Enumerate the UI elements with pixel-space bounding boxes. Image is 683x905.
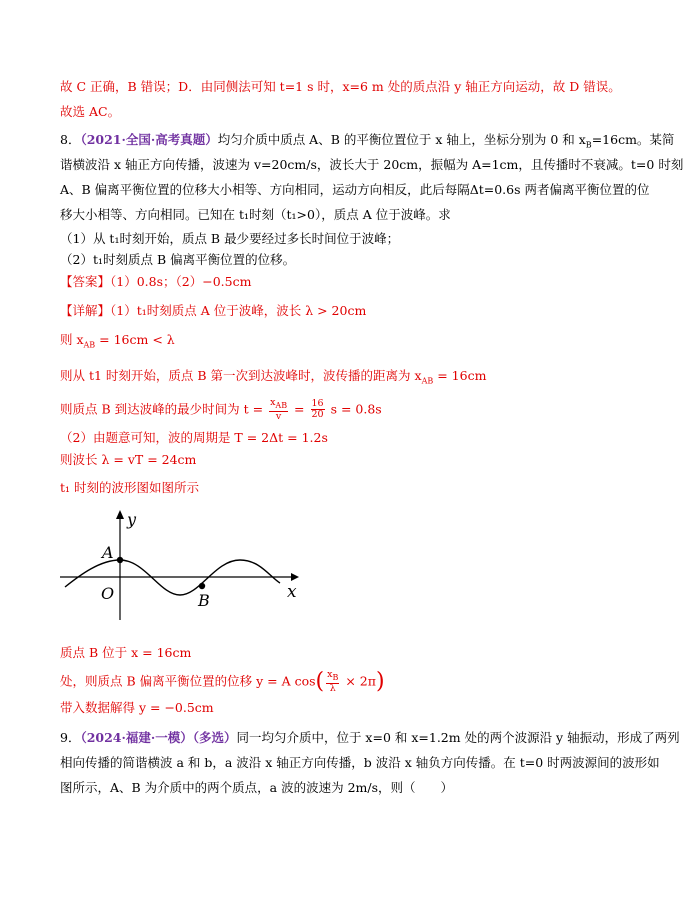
solution-choose-ac: 故选 AC。 [60,104,121,119]
q8-text1-end: =16cm。某简 [591,132,675,147]
detail-line1 [60,303,366,319]
label-x: x [287,582,297,602]
detail-line4 [60,398,382,422]
q9-line1 [60,730,680,746]
detail-text1: （1）t₁时刻质点 A 位于波峰，波长 λ > 20cm [110,303,367,318]
q8-line2: 谐横波沿 x 轴正方向传播，波速为 v=20cm/s，波长大于 20cm，振幅为 A=1cm，且传播时不衰减。t=0 时刻 [60,157,683,172]
label-y: y [127,510,137,529]
detail-line5: （2）由题意可知，波的周期是 T = 2Δt = 1.2s [60,430,328,445]
solution-line-c-d: 故 C 正确，B 错误；D．由同侧法可知 t=1 s 时，x=6 m 处的质点沿 y 轴正方向运动，故 D 错误。 [60,79,621,94]
wave-figure [55,505,315,625]
detail-text9-end: × 2π [341,673,376,689]
label-a: A [102,543,114,562]
detail-line10: 带入数据解得 y = −0.5cm [60,700,214,715]
detail-xab-sub-2: AB [421,376,434,386]
y-axis-arrow [116,510,124,519]
detail-tag: 【详解】 [60,303,111,318]
detail-text4-end: s = 0.8s [326,401,382,417]
point-b [199,583,205,589]
q9-line2: 相向传播的简谐横波 a 和 b，a 波沿 x 轴正方向传播，b 波沿 x 轴负方向传播。在 t=0 时两波源间的波形如 [60,755,660,770]
detail-xab-sub: AB [83,340,96,350]
q8-line1 [60,132,674,154]
detail-line9: 处，则质点 B 偏离平衡位置的位移 y = A cos( $\frac{x_B}{\lambda}$ × 2π) [60,668,385,694]
q8-source: （2021·全国·高考真题） [80,132,218,147]
detail-line3 [60,368,486,390]
point-a [117,557,123,563]
q8-sub1: （1）从 t₁时刻开始，质点 B 最少要经过多长时间位于波峰； [60,231,400,246]
label-b: B [198,591,210,610]
detail-text4: 则质点 B 到达波峰的最少时间为 t = [60,401,264,417]
detail-text3-end: = 16cm [433,368,487,383]
detail-equals: = [290,401,309,417]
q8-line4: 移大小相等、方向相同。已知在 t₁时刻（t₁>0），质点 A 位于波峰。求 [60,207,451,222]
answer-text: （1）0.8s；（2）−0.5cm [110,274,252,289]
q8-text1: 均匀介质中质点 A、B 的平衡位置位于 x 轴上，坐标分别为 0 和 x [217,132,586,147]
fraction-16-over-20: $\frac{16}{20}$ [311,398,324,421]
q9-number: 9． [60,730,81,745]
detail-text2: 则 x [60,332,84,347]
detail-line2 [60,332,175,354]
answer-tag: 【答案】 [60,274,111,289]
detail-text3: 则从 t1 时刻开始，质点 B 第一次到达波峰时，波传播的距离为 x [60,368,422,383]
detail-line8: 质点 B 位于 x = 16cm [60,645,192,660]
fraction-xb-over-lambda: $\frac{x_B}{\lambda}$ [327,669,339,694]
q8-sub2: （2）t₁时刻质点 B 偏离平衡位置的位移。 [60,252,296,267]
q8-number: 8． [60,132,81,147]
detail-line7: t₁ 时刻的波形图如图所示 [60,480,200,495]
detail-line6: 则波长 λ = vT = 24cm [60,452,197,467]
q8-line3: A、B 偏离平衡位置的位移大小相等、方向相同，运动方向相反，此后每隔Δt=0.6s 两者偏离平衡位置的位 [60,182,650,197]
q9-source: （2024·福建·一模）（多选） [80,730,237,745]
q9-text1: 同一均匀介质中，位于 x=0 和 x=1.2m 处的两个波源沿 y 轴振动，形成了两列 [236,730,680,745]
q8-xb-sub: B [585,140,592,150]
q9-line3: 图所示，A、B 为介质中的两个质点，a 波的波速为 2m/s，则（ ） [60,780,454,795]
label-o: O [101,584,115,603]
detail-text9: 处，则质点 B 偏离平衡位置的位移 y = A cos [60,673,316,689]
detail-text2-end: = 16cm < λ [95,332,175,347]
fraction-xab-over-v: $\frac{x_{AB}}{v}$ [270,397,288,422]
answer-line [60,274,251,290]
x-axis-arrow [291,573,299,581]
